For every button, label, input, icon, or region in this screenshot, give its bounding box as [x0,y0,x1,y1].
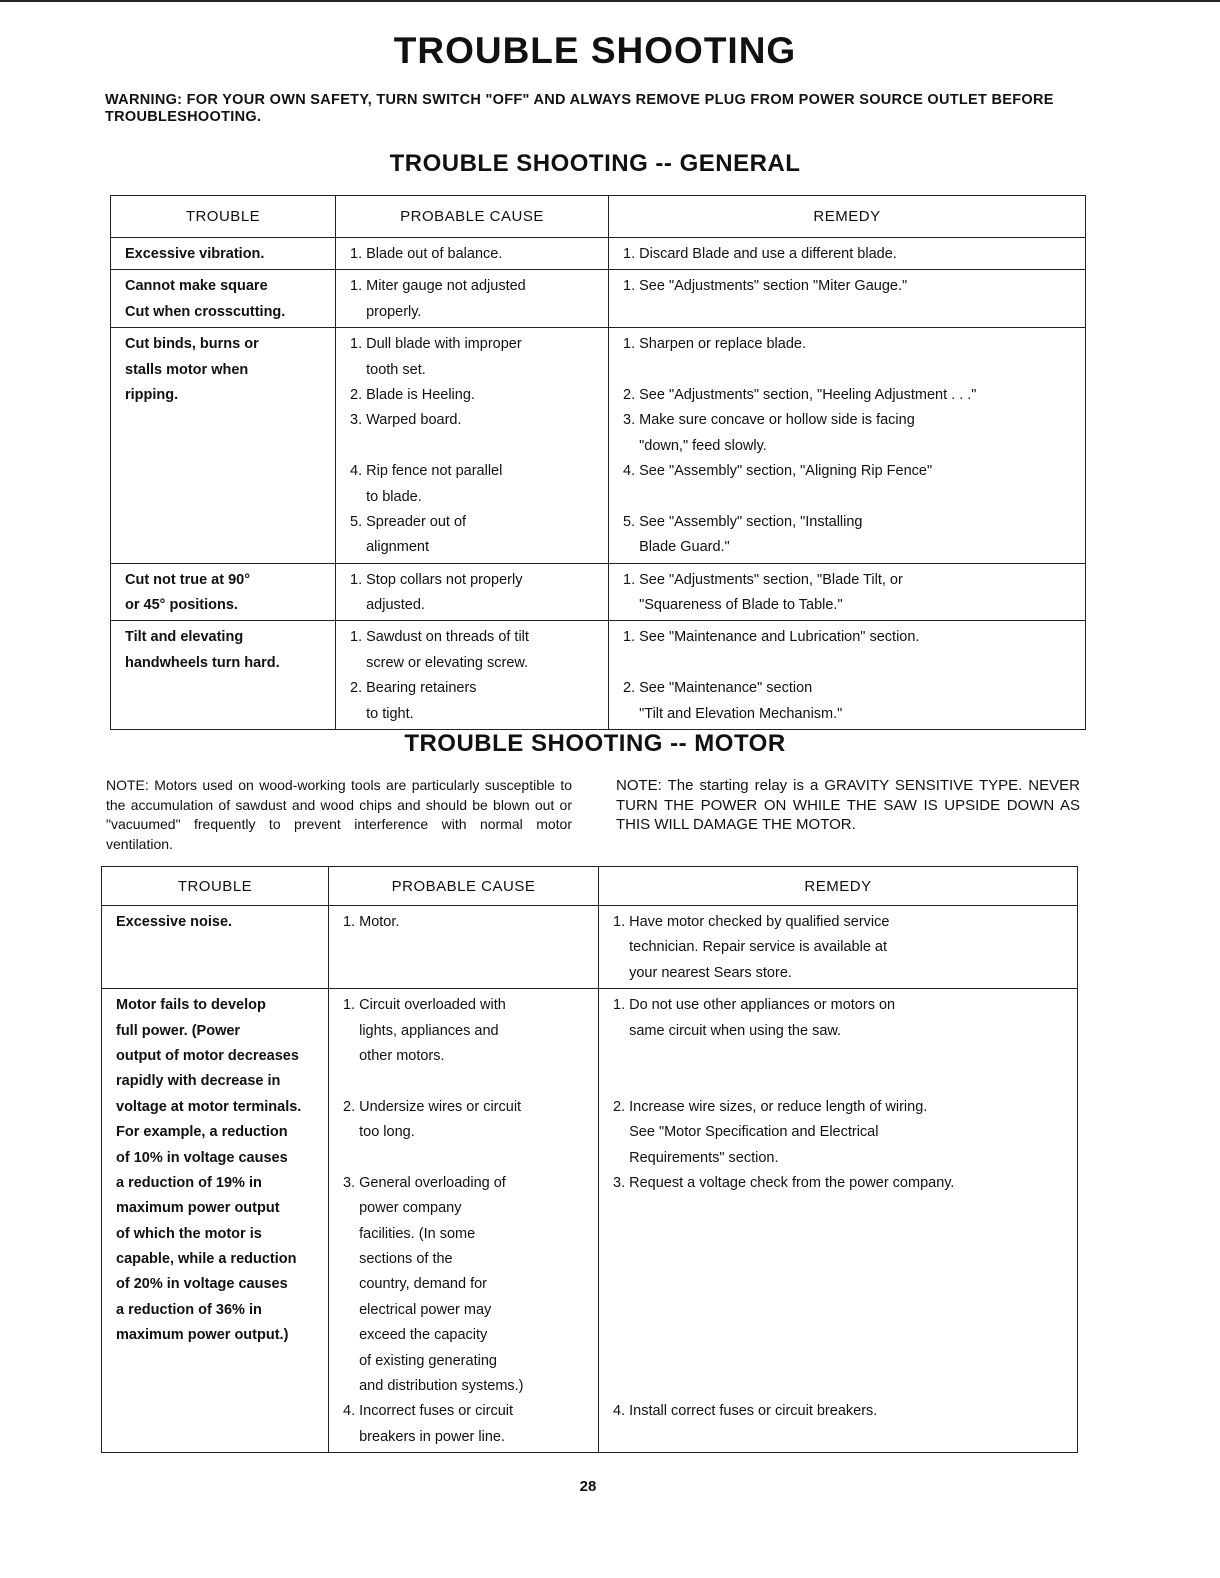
cause-line: 5. Spreader out of [350,513,467,530]
general-heading: TROUBLE SHOOTING -- GENERAL [389,150,801,177]
trouble-line: Motor fails to develop [116,997,266,1014]
remedy-cell [609,621,1086,730]
remedy-cell [609,238,1086,270]
remedy-line [613,1323,1077,1348]
trouble-line: maximum power output [116,1200,280,1217]
cause-line: sections of the [343,1251,453,1268]
remedy-line: "down," feed slowly. [623,437,767,454]
remedy-line [613,1069,1077,1094]
remedy-line: "Tilt and Elevation Mechanism." [623,705,843,722]
cause-line: facilities. (In some [343,1225,476,1242]
remedy-line: 1. Do not use other appliances or motors on [613,997,896,1014]
column-header-trouble: TROUBLE [102,867,329,906]
remedy-line: 1. See "Adjustments" section "Miter Gauge." [623,278,908,295]
remedy-line [613,1374,1077,1399]
trouble-line: Excessive noise. [116,914,233,930]
cause-cell [329,989,599,1453]
cause-cell [336,563,609,621]
column-header-cause: PROBABLE CAUSE [336,196,609,238]
table-row [102,989,1078,1453]
trouble-line: stalls motor when [125,361,249,378]
trouble-line: voltage at motor terminals. [116,1098,302,1115]
trouble-line: full power. (Power [116,1022,241,1039]
trouble-line: Cannot make square [125,278,268,295]
cause-cell [329,906,599,989]
cause-line: 1. Motor. [343,914,400,930]
column-header-cause: PROBABLE CAUSE [329,867,599,906]
trouble-cell [111,328,336,564]
cause-line: tooth set. [350,361,426,378]
cause-line [343,1146,598,1171]
trouble-cell [111,238,336,270]
cause-cell [336,238,609,270]
cause-line: and distribution systems.) [343,1378,524,1395]
remedy-line: "Squareness of Blade to Table." [623,597,843,614]
remedy-line: 3. Request a voltage check from the power company. [613,1174,955,1191]
cause-line: 3. Warped board. [350,412,462,429]
remedy-line: 3. Make sure concave or hollow side is facing [623,412,915,429]
cause-cell [336,270,609,328]
page-number: 28 [579,1478,597,1495]
remedy-cell [599,989,1078,1453]
table-row [111,328,1086,564]
trouble-line: of 20% in voltage causes [116,1276,288,1293]
table-row [111,238,1086,270]
trouble-line: of 10% in voltage causes [116,1149,288,1166]
safety-warning: WARNING: FOR YOUR OWN SAFETY, TURN SWITCH "OFF" AND ALWAYS REMOVE PLUG FROM POWER SOURCE OUTLET BEFORE TROUBLESHOOTING. [105,92,1054,125]
trouble-line: rapidly with decrease in [116,1073,281,1090]
cause-line: 4. Incorrect fuses or circuit [343,1403,514,1420]
remedy-line: your nearest Sears store. [613,964,792,981]
table-row [102,906,1078,989]
cause-line: alignment [350,539,429,556]
cause-line: 4. Rip fence not parallel [350,463,503,480]
remedy-line: 4. See "Assembly" section, "Aligning Rip Fence" [623,463,933,480]
cause-line: 1. Blade out of balance. [350,246,503,262]
remedy-cell [609,563,1086,621]
motor-heading: TROUBLE SHOOTING -- MOTOR [404,730,786,757]
remedy-line [623,485,1085,510]
cause-line: too long. [343,1124,415,1141]
trouble-line: capable, while a reduction [116,1251,297,1268]
trouble-cell [111,563,336,621]
cause-line: breakers in power line. [343,1428,505,1445]
remedy-line: 2. Increase wire sizes, or reduce length of wiring. [613,1098,928,1115]
remedy-line: 1. See "Adjustments" section, "Blade Tilt, or [623,571,903,588]
trouble-line: a reduction of 19% in [116,1174,262,1191]
trouble-line: maximum power output.) [116,1327,289,1344]
remedy-line [613,1272,1077,1297]
cause-line: 1. Circuit overloaded with [343,997,506,1014]
cause-line: 2. Blade is Heeling. [350,386,475,403]
remedy-line: See "Motor Specification and Electrical [613,1124,879,1141]
remedy-line: 2. See "Adjustments" section, "Heeling Adjustment . . ." [623,386,977,403]
remedy-line: 1. Have motor checked by qualified service [613,914,890,930]
trouble-line: Excessive vibration. [125,246,265,262]
trouble-cell [102,906,329,989]
remedy-line [613,1044,1077,1069]
trouble-cell [102,989,329,1453]
trouble-line: Cut binds, burns or [125,336,259,353]
remedy-line: 4. Install correct fuses or circuit breakers. [613,1403,878,1420]
remedy-line: 1. Sharpen or replace blade. [623,336,806,353]
motor-troubleshooting-table [101,866,1078,1453]
remedy-line: Requirements" section. [613,1149,779,1166]
cause-line: to blade. [350,488,422,505]
cause-line: 1. Sawdust on threads of tilt [350,629,529,646]
cause-cell [336,621,609,730]
remedy-line [613,1196,1077,1221]
remedy-line: 5. See "Assembly" section, "Installing [623,513,863,530]
cause-line: country, demand for [343,1276,487,1293]
column-header-remedy: REMEDY [599,867,1078,906]
page-title: TROUBLE SHOOTING [393,30,797,71]
cause-line: lights, appliances and [343,1022,499,1039]
remedy-line [613,1298,1077,1323]
remedy-line: technician. Repair service is available at [613,939,888,956]
cause-line: 1. Miter gauge not adjusted [350,278,526,295]
cause-line: electrical power may [343,1301,492,1318]
trouble-cell [111,270,336,328]
trouble-line: of which the motor is [116,1225,262,1242]
cause-line: 2. Undersize wires or circuit [343,1098,522,1115]
remedy-cell [609,328,1086,564]
trouble-line: ripping. [125,386,179,403]
remedy-line [613,1247,1077,1272]
remedy-line: 1. Discard Blade and use a different blade. [623,246,897,262]
table-row [111,270,1086,328]
trouble-line: output of motor decreases [116,1047,299,1064]
cause-line: properly. [350,303,422,320]
cause-line: to tight. [350,705,414,722]
cause-line [343,1069,598,1094]
remedy-line [623,651,1085,676]
cause-line: screw or elevating screw. [350,654,529,671]
remedy-line: 2. See "Maintenance" section [623,680,813,697]
trouble-line: For example, a reduction [116,1124,288,1141]
cause-line [350,434,608,459]
trouble-cell [111,621,336,730]
general-troubleshooting-table [110,195,1086,730]
trouble-line: or 45° positions. [125,597,238,614]
trouble-line: handwheels turn hard. [125,654,280,671]
remedy-line: 1. See "Maintenance and Lubrication" section. [623,629,920,646]
table-row [111,621,1086,730]
cause-cell [336,328,609,564]
cause-line: 1. Stop collars not properly [350,571,523,588]
column-header-trouble: TROUBLE [111,196,336,238]
trouble-line: Cut when crosscutting. [125,303,286,320]
cause-line: other motors. [343,1047,445,1064]
column-header-remedy: REMEDY [609,196,1086,238]
trouble-line: Cut not true at 90° [125,571,251,588]
table-row [111,563,1086,621]
cause-line: 1. Dull blade with improper [350,336,522,353]
remedy-line: Blade Guard." [623,539,730,556]
cause-line: exceed the capacity [343,1327,488,1344]
cause-line: power company [343,1200,462,1217]
cause-line: 2. Bearing retainers [350,680,477,697]
remedy-line [623,358,1085,383]
remedy-line [613,1222,1077,1247]
top-border-line [0,0,1220,2]
note-left: NOTE: Motors used on wood-working tools are particularly susceptible to the accumulation of sawdust and wood chips and should be blown out or "vacuumed" frequently to prevent interference with normal motor ventilation. [106,777,572,852]
remedy-line [613,1349,1077,1374]
trouble-line: a reduction of 36% in [116,1301,262,1318]
remedy-cell [599,906,1078,989]
trouble-line: Tilt and elevating [125,629,244,646]
remedy-cell [609,270,1086,328]
remedy-line: same circuit when using the saw. [613,1022,842,1039]
cause-line: 3. General overloading of [343,1174,506,1191]
cause-line: adjusted. [350,597,425,614]
note-right: NOTE: The starting relay is a GRAVITY SENSITIVE TYPE. NEVER TURN THE POWER ON WHILE THE SAW IS UPSIDE DOWN AS THIS WILL DAMAGE THE MOTOR. [616,777,1080,833]
cause-line: of existing generating [343,1352,497,1369]
